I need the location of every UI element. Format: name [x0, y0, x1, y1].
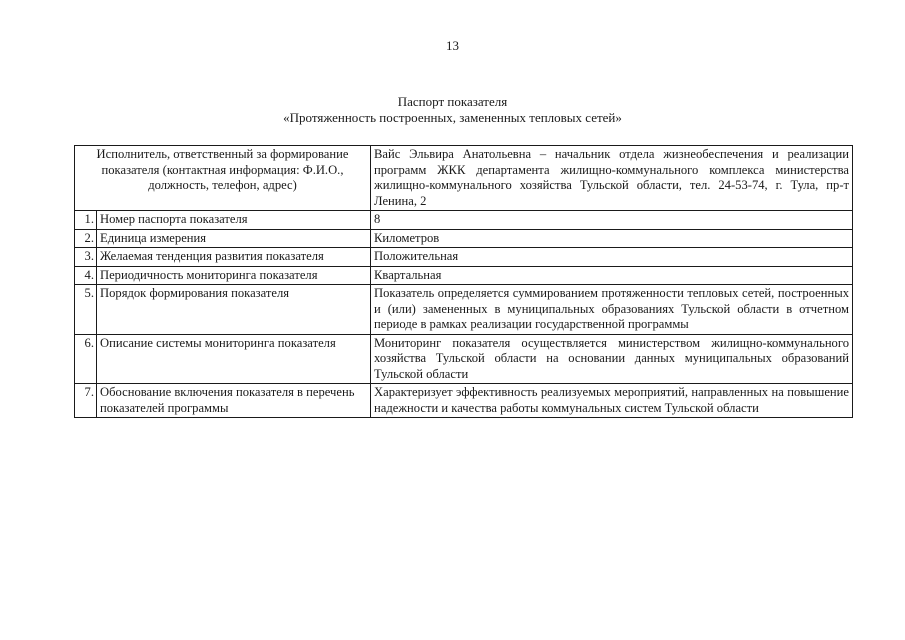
row-label: Единица измерения — [97, 229, 371, 248]
table-row — [75, 229, 853, 248]
page-number: 13 — [446, 38, 459, 53]
table-row — [75, 384, 853, 418]
row-label: Желаемая тенденция развития показателя — [97, 248, 371, 267]
table-row — [75, 248, 853, 267]
row-number: 7. — [75, 384, 97, 418]
row-number: 6. — [75, 334, 97, 384]
title-line-2: «Протяженность построенных, замененных тепловых сетей» — [283, 110, 622, 125]
row-number: 2. — [75, 229, 97, 248]
row-label: Номер паспорта показателя — [97, 211, 371, 230]
row-value: Километров — [371, 229, 853, 248]
table-row — [75, 334, 853, 384]
row-value: 8 — [371, 211, 853, 230]
indicator-passport-table — [74, 145, 853, 418]
responsible-label: Исполнитель, ответственный за формирование показателя (контактная информация: Ф.И.О., должность, телефон, адрес) — [75, 146, 371, 211]
row-label: Порядок формирования показателя — [97, 285, 371, 335]
row-value: Квартальная — [371, 266, 853, 285]
row-number: 5. — [75, 285, 97, 335]
row-label: Обоснование включения показателя в перечень показателей программы — [97, 384, 371, 418]
row-label: Описание системы мониторинга показателя — [97, 334, 371, 384]
row-number: 1. — [75, 211, 97, 230]
row-value: Мониторинг показателя осуществляется министерством жилищно-коммунального хозяйства Тульской области на основании данных муниципальных образований Тульской области — [371, 334, 853, 384]
row-number: 3. — [75, 248, 97, 267]
row-number: 4. — [75, 266, 97, 285]
title-line-1: Паспорт показателя — [397, 94, 508, 109]
table-row — [75, 285, 853, 335]
table-row — [75, 211, 853, 230]
responsible-value: Вайс Эльвира Анатольевна – начальник отдела жизнеобеспечения и реализации программ ЖКК департамента жилищно-коммунального комплекса министерства жилищно-коммунального хозяйства Тульской области, тел. 24-53-74, г. Тула, пр-т Ленина, 2 — [371, 146, 853, 211]
row-value: Положительная — [371, 248, 853, 267]
row-value: Характеризует эффективность реализуемых мероприятий, направленных на повышение надежности и качества работы коммунальных систем Тульской области — [371, 384, 853, 418]
table-row-header — [75, 146, 853, 211]
table-row — [75, 266, 853, 285]
row-label: Периодичность мониторинга показателя — [97, 266, 371, 285]
page-title — [0, 94, 905, 126]
row-value: Показатель определяется суммированием протяженности тепловых сетей, построенных и (или) замененных в муниципальных образованиях Тульской области в отчетном периоде в рамках реализации государственной программы — [371, 285, 853, 335]
